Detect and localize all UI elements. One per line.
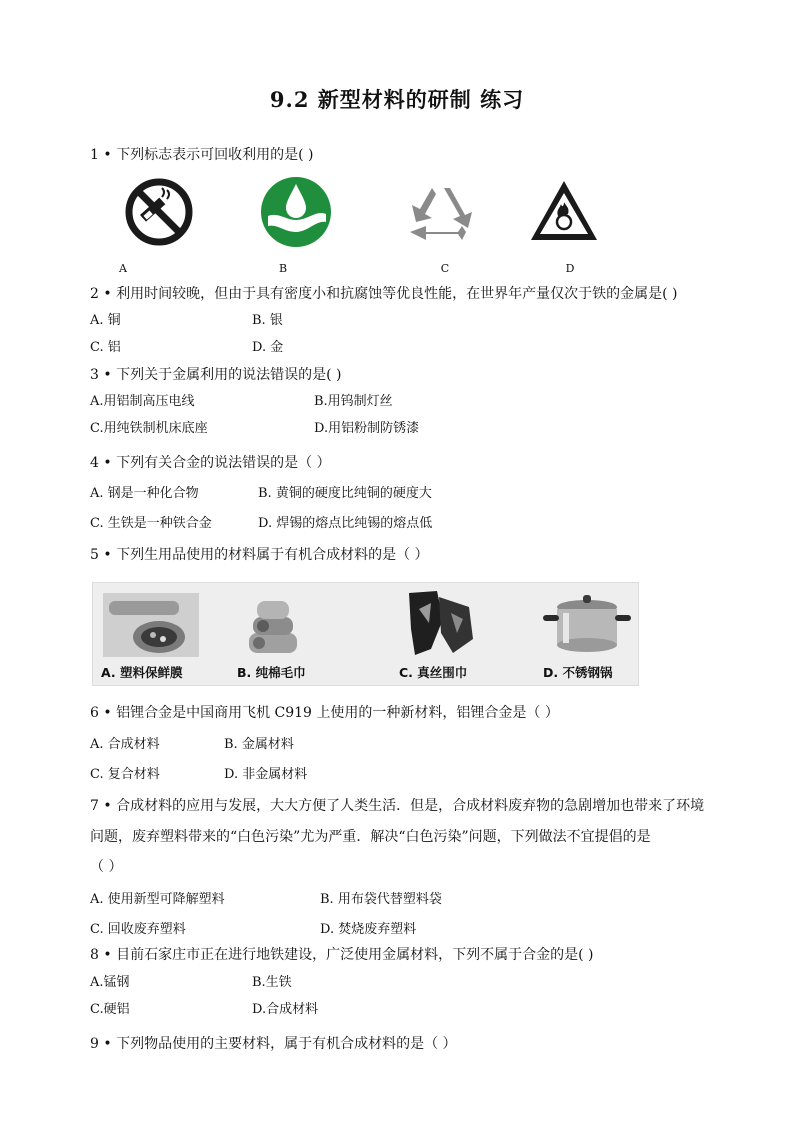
q3-option-a: A.用铝制高压电线 — [90, 394, 195, 409]
oxidizer-warning-icon — [528, 178, 600, 244]
q8-option-b: B.生铁 — [252, 975, 292, 990]
q4-option-b: B. 黄铜的硬度比纯铜的硬度大 — [258, 486, 432, 501]
q1-option-label-b: B — [278, 262, 288, 275]
q1-option-label-a: A — [119, 262, 127, 275]
steel-pot-image — [539, 593, 635, 655]
q2-option-c: C. 铝 — [90, 340, 121, 355]
q4-option-c: C. 生铁是一种铁合金 — [90, 516, 212, 531]
plastic-wrap-image — [103, 593, 199, 657]
question-8-text: 8 • 目前石家庄市正在进行地铁建设，广泛使用金属材料，下列不属于合金的是( ) — [90, 947, 594, 963]
silk-scarf-image — [401, 589, 477, 659]
q7-option-c: C. 回收废弃塑料 — [90, 922, 186, 937]
q4-option-a: A. 钢是一种化合物 — [90, 486, 199, 501]
q2-option-d: D. 金 — [252, 340, 284, 355]
q5-caption-d: D. 不锈钢锅 — [543, 665, 613, 680]
question-7-line-3: （ ） — [90, 859, 123, 875]
q2-option-a: A. 铜 — [90, 313, 121, 328]
page-title: 9.2 新型材料的研制 练习 — [269, 87, 525, 112]
no-smoking-icon — [122, 177, 196, 247]
question-6-text: 6 • 铝锂合金是中国商用飞机 C919 上使用的一种新材料，铝锂合金是（ ） — [90, 705, 559, 721]
q3-option-c: C.用纯铁制机床底座 — [90, 421, 208, 436]
question-3-text: 3 • 下列关于金属利用的说法错误的是( ) — [90, 367, 342, 383]
q6-option-c: C. 复合材料 — [90, 767, 160, 782]
question-2-text: 2 • 利用时间较晚，但由于具有密度小和抗腐蚀等优良性能，在世界年产量仅次于铁的金属是( ) — [90, 286, 678, 302]
q5-caption-b: B. 纯棉毛巾 — [237, 665, 306, 680]
q8-option-a: A.锰钢 — [90, 975, 130, 990]
q2-option-b: B. 银 — [252, 313, 283, 328]
question-7-line-2: 问题，废弃塑料带来的“白色污染”尤为严重．解决“白色污染”问题，下列做法不宜提倡的是 — [90, 829, 651, 845]
q3-option-d: D.用铝粉制防锈漆 — [314, 421, 420, 436]
q1-option-label-d: D — [565, 262, 575, 275]
cotton-towel-image — [243, 593, 303, 657]
question-9-text: 9 • 下列物品使用的主要材料，属于有机合成材料的是（ ） — [90, 1036, 457, 1052]
q3-option-b: B.用钨制灯丝 — [314, 394, 393, 409]
q6-option-a: A. 合成材料 — [90, 737, 160, 752]
question-1-text: 1 • 下列标志表示可回收利用的是( ) — [90, 147, 314, 163]
q5-photo-strip — [92, 582, 639, 686]
q6-option-d: D. 非金属材料 — [224, 767, 308, 782]
q5-caption-a: A. 塑料保鲜膜 — [101, 665, 183, 680]
q8-option-c: C.硬铝 — [90, 1002, 130, 1017]
q4-option-d: D. 焊锡的熔点比纯锡的熔点低 — [258, 516, 433, 531]
question-5-text: 5 • 下列生用品使用的材料属于有机合成材料的是（ ） — [90, 547, 429, 563]
recycle-icon — [402, 182, 474, 246]
water-saving-icon — [258, 174, 334, 250]
q7-option-d: D. 焚烧废弃塑料 — [320, 922, 417, 937]
question-7-line-1: 7 • 合成材料的应用与发展，大大方便了人类生活．但是，合成材料废弃物的急剧增加也带来了环境 — [90, 798, 705, 814]
q6-option-b: B. 金属材料 — [224, 737, 294, 752]
q8-option-d: D.合成材料 — [252, 1002, 319, 1017]
q7-option-b: B. 用布袋代替塑料袋 — [320, 892, 442, 907]
q5-caption-c: C. 真丝围巾 — [399, 665, 468, 680]
question-4-text: 4 • 下列有关合金的说法错误的是（ ） — [90, 455, 331, 471]
q7-option-a: A. 使用新型可降解塑料 — [90, 892, 225, 907]
q1-option-label-c: C — [440, 262, 450, 275]
